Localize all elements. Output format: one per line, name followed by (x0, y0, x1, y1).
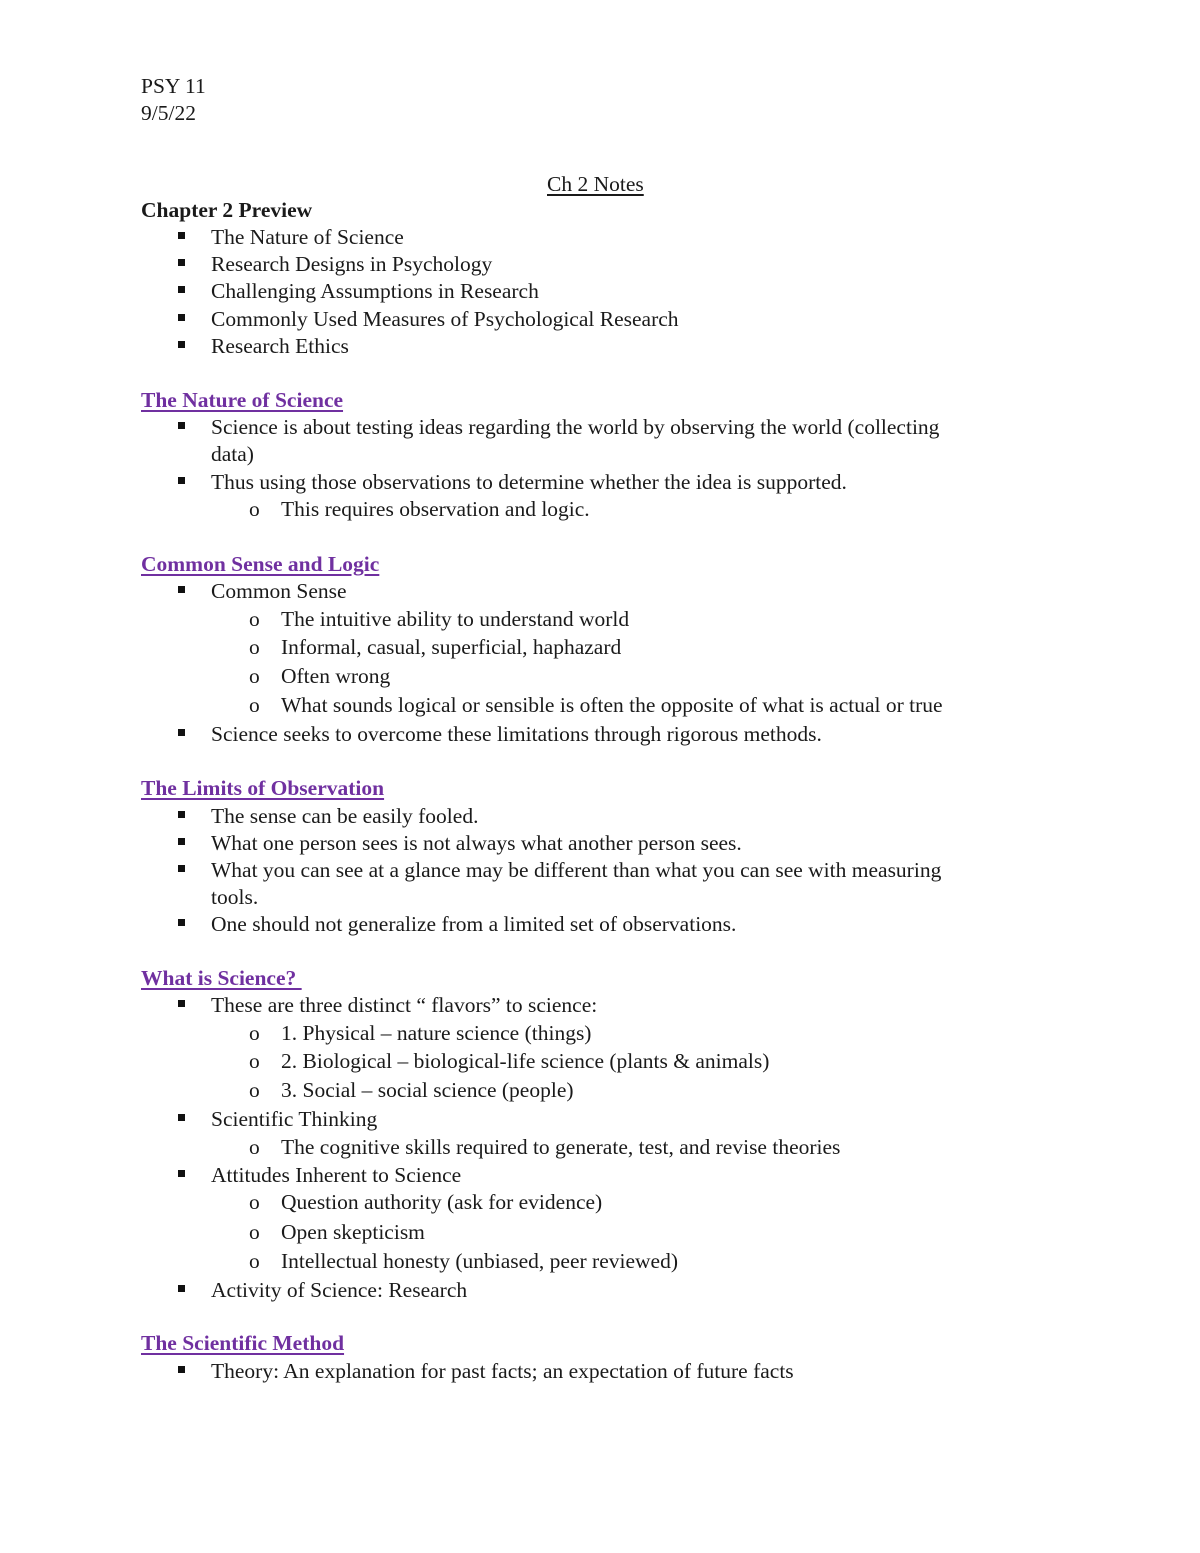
section-heading-what-is-science: What is Science? (141, 966, 302, 990)
bullet-icon (178, 232, 185, 239)
bullet-icon (178, 477, 185, 484)
list-item: Attitudes Inherent to Science (211, 1163, 462, 1187)
list-item: Commonly Used Measures of Psychological Research (211, 307, 679, 331)
list-item: The Nature of Science (211, 225, 404, 249)
sub-bullet-icon: o (249, 607, 260, 631)
sub-list-item: The cognitive skills required to generate, test, and revise theories (281, 1135, 841, 1159)
list-item: Thus using those observations to determine whether the idea is supported. (211, 470, 847, 494)
list-item: Research Ethics (211, 334, 349, 358)
section-heading-nature-of-science: The Nature of Science (141, 388, 344, 412)
page-title: Ch 2 Notes (547, 172, 644, 196)
bullet-icon (178, 1366, 185, 1373)
sub-list-item: 2. Biological – biological-life science (plants & animals) (281, 1049, 770, 1073)
sub-bullet-icon: o (249, 635, 260, 659)
list-item-continuation: tools. (211, 885, 259, 909)
bullet-icon (178, 1000, 185, 1007)
sub-list-item: What sounds logical or sensible is often the opposite of what is actual or true (281, 693, 943, 717)
sub-list-item: Often wrong (281, 664, 391, 688)
list-item: What one person sees is not always what another person sees. (211, 831, 742, 855)
section-heading-limits-of-observation: The Limits of Observation (141, 776, 385, 800)
bullet-icon (178, 729, 185, 736)
sub-list-item: Intellectual honesty (unbiased, peer reviewed) (281, 1249, 678, 1273)
list-item: What you can see at a glance may be different than what you can see with measuring (211, 858, 942, 882)
bullet-icon (178, 1114, 185, 1121)
sub-list-item: 1. Physical – nature science (things) (281, 1021, 592, 1045)
bullet-icon (178, 314, 185, 321)
sub-bullet-icon: o (249, 1220, 260, 1244)
list-item: These are three distinct “ flavors” to science: (211, 993, 598, 1017)
bullet-icon (178, 286, 185, 293)
bullet-icon (178, 586, 185, 593)
sub-bullet-icon: o (249, 1078, 260, 1102)
section-heading-scientific-method: The Scientific Method (141, 1331, 345, 1355)
preview-heading: Chapter 2 Preview (141, 198, 313, 222)
sub-list-item: 3. Social – social science (people) (281, 1078, 574, 1102)
sub-list-item: This requires observation and logic. (281, 497, 590, 521)
section-heading-common-sense: Common Sense and Logic (141, 552, 380, 576)
sub-bullet-icon: o (249, 1135, 260, 1159)
bullet-icon (178, 422, 185, 429)
list-item-continuation: data) (211, 442, 254, 466)
list-item: Challenging Assumptions in Research (211, 279, 539, 303)
bullet-icon (178, 259, 185, 266)
sub-bullet-icon: o (249, 1021, 260, 1045)
sub-list-item: Informal, casual, superficial, haphazard (281, 635, 622, 659)
list-item: The sense can be easily fooled. (211, 804, 479, 828)
bullet-icon (178, 811, 185, 818)
sub-bullet-icon: o (249, 1049, 260, 1073)
sub-bullet-icon: o (249, 1249, 260, 1273)
list-item: Research Designs in Psychology (211, 252, 493, 276)
bullet-icon (178, 865, 185, 872)
list-item: Theory: An explanation for past facts; an expectation of future facts (211, 1359, 794, 1383)
course-label: PSY 11 (141, 74, 206, 98)
sub-bullet-icon: o (249, 497, 260, 521)
bullet-icon (178, 838, 185, 845)
bullet-icon (178, 919, 185, 926)
sub-bullet-icon: o (249, 693, 260, 717)
list-item: One should not generalize from a limited set of observations. (211, 912, 737, 936)
sub-list-item: The intuitive ability to understand world (281, 607, 630, 631)
list-item: Common Sense (211, 579, 347, 603)
sub-list-item: Question authority (ask for evidence) (281, 1190, 603, 1214)
list-item: Scientific Thinking (211, 1107, 378, 1131)
bullet-icon (178, 341, 185, 348)
sub-bullet-icon: o (249, 1190, 260, 1214)
bullet-icon (178, 1285, 185, 1292)
list-item: Science seeks to overcome these limitations through rigorous methods. (211, 722, 822, 746)
bullet-icon (178, 1170, 185, 1177)
list-item: Activity of Science: Research (211, 1278, 468, 1302)
sub-bullet-icon: o (249, 664, 260, 688)
list-item: Science is about testing ideas regarding the world by observing the world (collecting (211, 415, 940, 439)
sub-list-item: Open skepticism (281, 1220, 425, 1244)
date-label: 9/5/22 (141, 101, 196, 125)
